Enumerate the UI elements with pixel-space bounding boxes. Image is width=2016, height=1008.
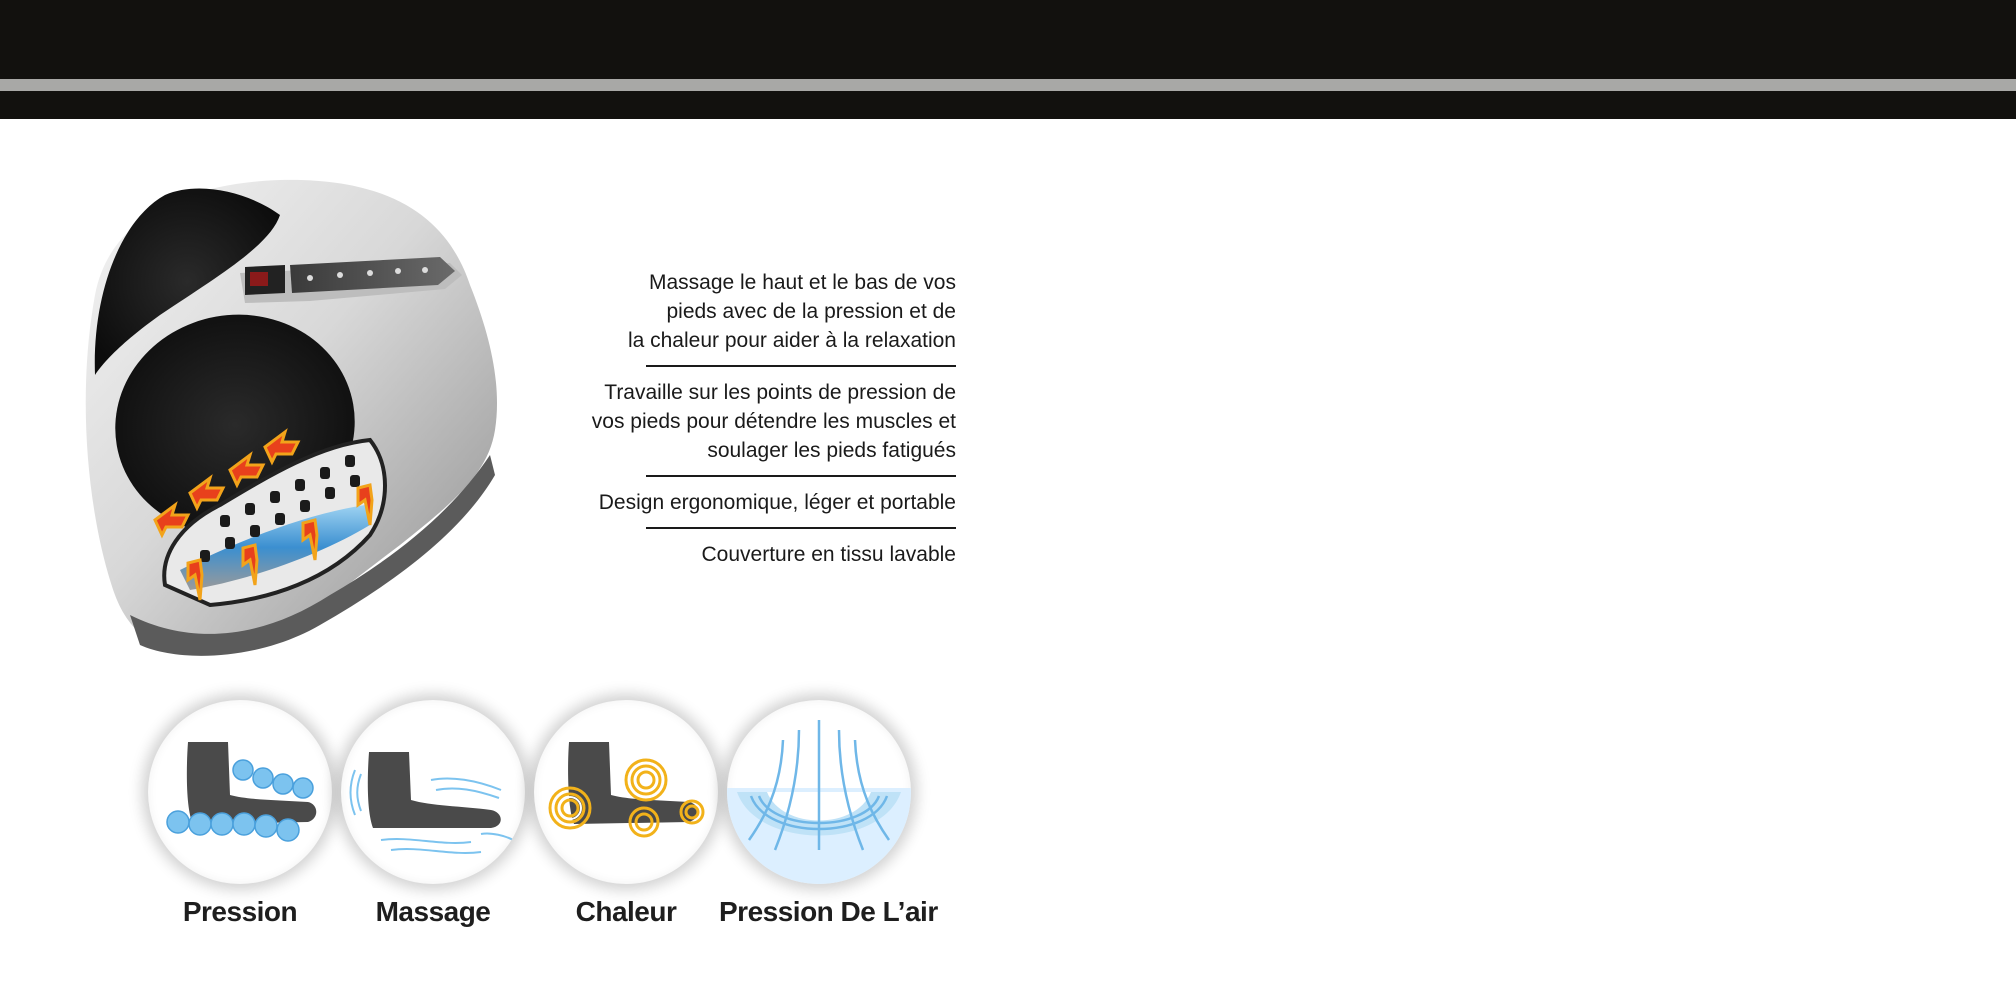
feature-line: vos pieds pour détendre les muscles et bbox=[591, 410, 956, 433]
header-bar bbox=[0, 0, 2016, 119]
feature-list bbox=[590, 265, 956, 577]
mode-label: Chaleur bbox=[575, 896, 677, 927]
feature-item bbox=[590, 375, 956, 473]
feature-line: pieds avec de la pression et de bbox=[666, 300, 956, 323]
mode-label: Pression De L’air bbox=[719, 896, 938, 927]
foot-heat-icon bbox=[534, 700, 718, 884]
feature-line: soulager les pieds fatigués bbox=[707, 439, 956, 462]
mode-air-pressure bbox=[719, 700, 938, 928]
mode-pressure bbox=[140, 700, 340, 928]
feature-line: Travaille sur les points de pression de bbox=[604, 381, 956, 404]
feature-line: la chaleur pour aider à la relaxation bbox=[627, 329, 956, 352]
mode-heat bbox=[526, 700, 726, 928]
feature-line: Massage le haut et le bas de vos bbox=[648, 271, 956, 294]
foot-massage-icon bbox=[341, 700, 525, 884]
feature-item bbox=[590, 265, 956, 363]
feature-divider bbox=[646, 365, 956, 367]
foot-pressure-icon bbox=[148, 700, 332, 884]
mode-label: Massage bbox=[375, 896, 491, 927]
mode-massage bbox=[333, 700, 533, 928]
foot-massager-image bbox=[70, 175, 590, 665]
feature-divider bbox=[646, 527, 956, 529]
mode-icons bbox=[140, 700, 940, 940]
mode-label: Pression bbox=[182, 896, 298, 927]
air-pressure-icon bbox=[727, 700, 911, 884]
feature-item bbox=[590, 485, 956, 525]
feature-line: Couverture en tissu lavable bbox=[701, 543, 956, 566]
feature-divider bbox=[646, 475, 956, 477]
header-stripe bbox=[0, 79, 2016, 91]
feature-item bbox=[590, 537, 956, 577]
feature-line: Design ergonomique, léger et portable bbox=[598, 491, 956, 514]
